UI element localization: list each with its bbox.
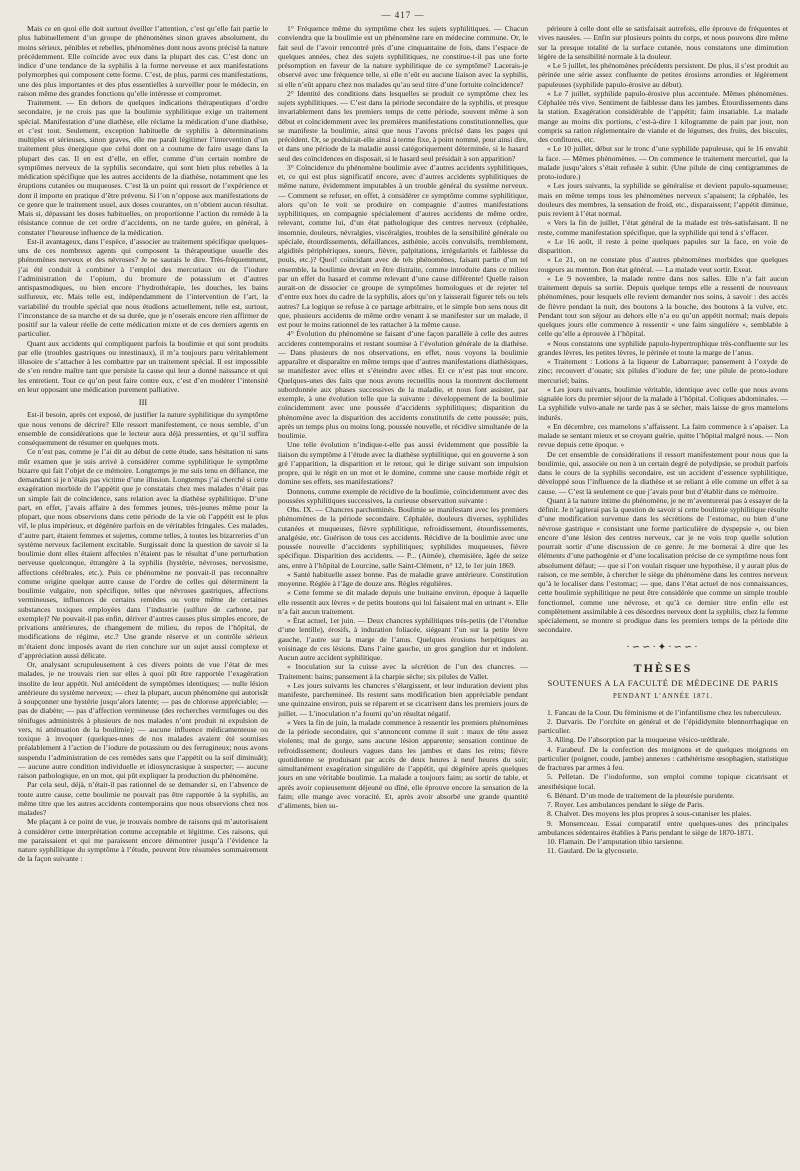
- paragraph: « Cette femme se dit malade depuis une huitaine environ, époque à laquelle elle ressentit aux lèvres « de petits boutons qui lui faisaient mal en urinant ». Elle n’a fait aucun traitement.: [278, 588, 528, 616]
- paragraph: Ce n’est pas, comme je l’ai dit au début de cette étude, sans hésitation ni sans mûr examen que je suis arrivé à considérer comme syphilitique le symptôme bizarre qui fait l’objet de ce mémoire. Longtemps je me suis tenu en défiance, me demandant si je n’étais pas victime d’une illusion. Longtemps j’ai cherché si cette exagération morbide de l’appétit que je constatais chez mes malades n’était pas un simple fait de coïncidence, sans relation avec la diathèse syphilitique. D’une part, en effet, j’avais affaire à des femmes jeunes, très-jeunes même pour la plupart, que nous observions dans cette période de la vie où l’appétit est le plus vif, le plus impérieux, et dégénère parfois en de véritables fringales. Ces malades, d’autre part, étaient femmes et sujettes, comme telles, à toutes les bizarreries d’un système nerveux facilement excitable. Surgissait donc la question de savoir si la boulimie dont elles étaient affectées n’étaient pas le résultat d’une perturbation nerveuse quelconque, étrangère à la syphilis (hystérie, névroses, nervosisme, affections cérébrales, etc.). Puis ce phénomène ne pouvait-il pas reconnaître comme origine quelque autre cause de l’ordre de celles qui déterminent la boulimie vulgaire, non spécifique, telles que névroses gastriques, affections vermineuses, influences de certains remèdes ou votre même de certaines substances toxiques employées dans l’industrie (sulfure de carbone, par exemple)? Ne pouvait-il pas enfin, dériver d’autres causes plus simples encore, de privations antérieures, de changement de milieu, du repos de l’hôpital, de modifications de régime, etc.? Une grande réserve et un contrôle sérieux m’étaient donc imposés avant de rien conclure sur un sujet aussi complexe et d’appréciation aussi délicate.: [18, 447, 268, 660]
- thesis-item: 4. Farabeuf. De la confection des moignons et de quelques moignons en particulier (poignet, coude, jambe) annexes : cathétérisme œsophagien, statistique de fractures par armes à feu.: [538, 744, 788, 772]
- section-numeral: III: [138, 397, 148, 407]
- paragraph: Quant aux accidents qui compliquent parfois la boulimie et qui sont produits par elle (troubles gastriques ou intestinaux), il m’a toujours paru véritablement illusoire de s’attacher à les combattre par un traitement spécial. Il est impossible de s’en rendre maître tant que persiste la cause qui leur a donné naissance et qui les entretient. Tout ce qu’on peut faire contre eux, c’est d’en modérer l’intensité en leur opposant une médication purement palliative.: [18, 338, 268, 394]
- theses-title: THÈSES: [633, 660, 693, 675]
- col1-paragraphs: [18, 24, 268, 394]
- col3-paragraphs: [538, 24, 788, 635]
- paragraph: « Vers la fin de juillet, l’état général de la malade est très-satisfaisant. Il ne reste, comme manifestation spécifique, que la syphilide qui tend à s’effacer.: [538, 218, 788, 237]
- paragraph: « Les jours suivants, la syphilide se généralise et devient papulo-squameuse; mais en même temps tous les phénomènes nerveux s’apaisent; la céphalée, les douleurs des membres, la sensation de froid, etc., disparaissent; l’appétit diminue, puis revient à l’état normal.: [538, 181, 788, 218]
- paragraph: « Vers la fin de juin, la malade commence à ressentir les premiers phénomènes de la période secondaire, qui s’annoncent comme il suit : maux de tête assez violents; mal de gorge, sans aucune lésion apparente; sensation continue de refroidissement; douleurs vagues dans les jambes et dans les reins; fièvre quotidienne se produisant par accès de deux heures à neuf heures du soir; simultanément exagération singulière de l’appétit, qui dégénère après quelques jours en une véritable boulimie. La malade a toujours faim; au sortir de table, et après avoir copieusement déjeuné ou dîné, elle éprouve encore la sensation de la faim; elle mange avec voracité. Et, après avoir absorbé une grande quantité d’aliments, bien su-: [278, 717, 528, 810]
- thesis-item: 8. Chalvet. Des moyens les plus propres à sous-cutaniser les plaies.: [547, 809, 752, 819]
- paragraph: « État actuel, 1er juin. — Deux chancres syphilitiques très-petits (de l’étendue d’une lentille), érosifs, à induration foliacée, siégeant l’un sur la petite lèvre gauche, l’autre sur la marge de l’anus. Quelques érosions herpétiques au voisinage de ces lésions. Dans l’aine gauche, un gros ganglion dur et indolent. Aucun autre accident syphilitique.: [278, 616, 528, 662]
- theses-period: PENDANT L’ANNÉE 1871.: [612, 693, 714, 701]
- col1-paragraphs-after: [18, 410, 268, 863]
- paragraph: 4° Évolution du phénomène se faisant d’une façon parallèle à celle des autres accidents contemporains et restant soumise à l’évolution générale de la diathèse. — Dans plusieurs de nos observations, en effet, nous voyons la boulimie apparaître et disparaître en même temps que d’autres manifestations diathésiques, se manifester avec elles et s’éteindre avec elles. Et ce n’est pas tout encore. Quelques-unes des faits que nous avons recueillis nous la montrent docilement subordonnée aux phases successives de la maladie, et nous font assister, par exemple, à une évolution telle que la suivante : développement de la boulimie coïncidemment avec une poussée d’accidents syphilitiques; disparition du phénomène avec la disparition des accidents constitutifs de cette poussée; puis, après un temps plus ou moins long, poussée nouvelle, et récidive simultanée de la boulimie.: [278, 329, 528, 440]
- paragraph: « Le 16 août, il reste à peine quelques papules sur la face, en voie de disparition.: [538, 236, 788, 255]
- paragraph: 3° Coïncidence du phénomène boulimie avec d’autres accidents syphilitiques, et, ce qui est plus significatif encore, avec d’autres accidents syphilitiques de même nature, évidemment imputables à un trouble général du système nerveux. — Comment se refuser, en effet, à considérer ce symptôme comme syphilitique, alors qu’on le voit se produire en compagnie d’autres manifestations syphilitiques, en compagnie spécialement d’autres accidents de même ordre, relevant, comme lui, d’un état pathologique des centres nerveux (céphalée, insomnie, douleurs, névralgies, viscéralgies, troubles de la sensibilité générale ou spéciale, étourdissements, défaillances, asthénie, accès convulsifs, tremblement, algidités périphériques, sueurs, fièvre, palpitations, irrégularités et faiblesse du pouls, etc.)? Quoi! coïncidant avec de tels phénomènes, faisant partie d’un tel ensemble, la boulimie devrait en être distraite, comme introduite dans ce milieu par un effet du hasard et comme relevant d’une cause différente! Quelle raison aurait-on de dissocier ce groupe de symptômes homologues et de rejeter tel d’entre eux hors du cadre de la syphilis, alors qu’on y laisserait figurer tels ou tels autres? La logique se refuse à ce partage arbitraire, et le simple bon sens nous dit que, plusieurs accidents de même ordre venant à se manifester sur un malade, il est pour le moins rationnel de les rattacher à la même cause.: [278, 162, 528, 329]
- paragraph: Quant à la nature intime du phénomène, je ne m’aventurerai pas à essayer de la définir. Je n’agiterai pas la question de savoir si cette boulimie syphilitique résulte d’une modification survenue dans les sécrétions de l’estomac, ou bien d’une névrose gastrique « consistant une forme particulière de dyspepsie », ou bien encore d’une lésion des centres nerveux, car je ne vois trop quelle solution pourrait sortir d’une discussion de ce genre. Je me bornerai à dire que les éléments d’une pathogénie et d’une localisation précise de ce symptôme nous font absolument défaut; — que si l’on voulait risquer une hypothèse, il y aurait plus de raison, ce me semble, à chercher le siège du phénomène dans les centres nerveux qu’à le localiser dans l’estomac; — que, dans l’état actuel de nos connaissances, cette boulimie syphilitique ne peut être considérée que comme un simple trouble fonctionnel, comme une névrose, et qu’à ce dernier titre enfin elle est complètement assimilable à ces désordres nerveux dont la syphilis, chez la femme spécialement, se montre si prodigue dans les premiers temps de la période dite secondaire.: [538, 495, 788, 635]
- thesis-item: 1. Fancau de la Cour. Du féminisme et de l’infantilisme chez les tuberculeux.: [547, 707, 782, 717]
- paragraph: « Santé habituelle assez bonne. Pas de maladie grave antérieure. Constitution moyenne. Réglée à l’âge de douze ans. Règles régulières.: [278, 569, 528, 588]
- paragraph: périeure à celle dont elle se satisfaisait autrefois, elle éprouve de fréquentes et vives nausées. — Enfin sur plusieurs points du corps, et nous pouvons dire même sur la presque totalité de la surface cutanée, nous constatons une diminution légère de la sensibilité normale à la douleur.: [538, 24, 788, 61]
- paragraph: « En décembre, ces mamelons s’affaissent. La faim commence à s’apaiser. La malade se sentant mieux et se croyant guérie, quitte l’hôpital malgré nous. — Non revue depuis cette époque. »: [538, 421, 788, 450]
- column-right: [538, 24, 788, 1164]
- paragraph: « Le 9 novembre, la malade rentre dans nos salles. Elle n’a fait aucun traitement depuis sa sortie. Depuis quelque temps elle a ressenti de nouveaux phénomènes, pour lesquels elle revient demander nos soins, à savoir : des accès de fièvre pendant la nuit, des boutons à la bouche, des boutons à la vulve, etc. Pendant tout son séjour au dehors elle n’a eu qu’un appétit normal; mais depuis quelques jours elle commence à ressentir « une faim singulière », semblable à celle qu’elle a éprouvée à l’hôpital.: [538, 273, 788, 339]
- col2-paragraphs: [278, 24, 528, 810]
- thesis-item: 7. Royer. Les ambulances pendant le siège de Paris.: [547, 800, 705, 809]
- paragraph: Mais ce en quoi elle doit surtout éveiller l’attention, c’est qu’elle fait partie le plus habituellement d’un groupe de phénomènes sinon graves absolument, du moins sérieux, pénibles et rebelles, phénomènes dont nous avons précisé la nature précédemment. Elle coïncide avec eux dans la plupart des cas. C’est donc un indice d’une tendance de la syphilis à la forme nerveuse et aux manifestations polymorphes qui composent cette forme. C’est, de plus, parmi ces manifestations, une des plus importantes et des plus essentielles à surveiller pour le médecin, en raison même des grandes fonctions qu’elle intéresse et compromet.: [18, 24, 268, 98]
- text-columns: [18, 24, 788, 1164]
- paragraph: 2° Identité des conditions dans lesquelles se produit ce symptôme chez les sujets syphilitiques. — C’est dans la période secondaire de la syphilis, et presque invariablement dans les premiers temps de cette période, souvent même à son début et coïncidemment avec les premières manifestations constitutionnelles, que se manifeste la boulimie, ainsi que nous l’avons précisé dans les pages qui précèdent. Or, se produirait-elle ainsi à terme fixe, à point nommé, pour ainsi dire, et dans une période de la maladie aussi catégoriquement déterminée, si le hasard seul des coïncidences en disposait, si le hasard seul présidait à son apparition?: [278, 88, 528, 163]
- thesis-item: 9. Monsenceau. Essai comparatif entre quelques-unes des principales ambulances sédentaires établies à Paris pendant le siège de 1870-1871.: [538, 818, 788, 837]
- thesis-item: 5. Pelletan. De l’iodoforme, son emploi comme topique cicatrisant et anesthésique local.: [538, 772, 788, 791]
- paragraph: 1° Fréquence même du symptôme chez les sujets syphilitiques. — Chacun conviendra que la boulimie est un phénomène rare en médecine commune. Or, le fait seul de l’avoir rencontré près d’une cinquantaine de fois, dans l’espace de quelques années, chez des sujets syphilitiques, ne constitue-t-il pas une forte présomption en faveur de la nature syphilitique de ce symptôme? Lacerais-je observé avec une fréquence telle, si elle n’eût eu aucune liaison avec la syphilis, si elle n’eût apparu chez nos malades qu’au seul titre d’une fortuite coïncidence?: [278, 24, 528, 89]
- thesis-item: 3. Alling. De l’absorption par la muqueuse vésico-uréthrale.: [547, 735, 730, 745]
- paragraph: « Le 10 juillet, début sur le tronc d’une syphilide papuleuse, qui le 16 envahit la face. — Mêmes phénomènes. — On commence le traitement mercuriel, que la malade jusqu’alors s’était refusée à subir. (Une pilule de cinq centigrammes de proto-iodure.): [538, 144, 788, 181]
- paragraph: Par cela seul, déjà, n’était-il pas rationnel de se demander si, en l’absence de toute autre cause, cette boulimie ne pouvait pas être rapportée à la syphilis, au même titre que les autres accidents contemporains que nous observions chez nos malades?: [18, 780, 268, 817]
- paragraph: Est-il besoin, après cet exposé, de justifier la nature syphilitique du symptôme que nous venons de décrire? Elle ressort manifestement, ce nous semble, d’un ensemble de considérations que le lecteur aura déjà pressenties, et qu’il suffira conséquemment de résumer en quelques mots.: [18, 410, 268, 447]
- column-middle: [278, 24, 528, 1164]
- paragraph: « Le 7 juillet, syphilide papulo-érosive plus accentuée. Mêmes phénomènes. Céphalée très vive. Sentiment de faiblesse dans les jambes. Étourdissements dans la station. Exagération considérable de l’appétit; faim insatiable. La malade mange au moins dix portions, c’est-à-dire 1 kilogramme de pain par jour, non compris sa ration réglementaire de viande et de légumes, des fruits, des biscuits, des confitures, etc.: [538, 88, 788, 144]
- paragraph: Une telle évolution n’indique-t-elle pas aussi évidemment que possible la liaison du symptôme à l’étude avec la diathèse syphilitique, qui en gouverne à son gré l’apparition, la disparition et le retour, qui le dirige suivant son impulsion propre, qui le régit en un mot et le domine, comme une cause morbide régit et domine ses effets, ses manifestations?: [278, 440, 528, 487]
- paragraph: Est-il avantageux, dans l’espèce, d’associer au traitement spécifique quelques-uns de ces nombreux agents qui composent la thérapeutique usuelle des phénomènes nerveux et des névroses? Je ne saurais le dire. Très-fréquemment, j’ai été conduit à combiner à l’emploi des mercuriaux ou de l’iodure l’administration de l’opium, du bromure de potassium et d’autres antispasmodiques, ou bien encore l’hydrothérapie, les douches, les bains sulfureux, etc. Mais telle est, indépendamment de l’intervention de l’art, la variabilité du trouble spécial que nous étudions actuellement, telle est, surtout, l’inconstance de sa marche et de sa durée, que je n’oserais encore rien affirmer de positif sur la valeur réelle de cette médication mixte et de ces derniers agents en particulier.: [18, 236, 268, 339]
- paragraph: « Les jours suivants, boulimie véritable, identique avec celle que nous avons signalée lors du premier séjour de la malade à l’hôpital. Coliques abdominales. — La syphilide vulvo-anale ne tarde pas à se sécher, mais laisse de gros mamelons indurés.: [538, 384, 788, 422]
- paragraph: « Le 21, on ne constate plus d’autres phénomènes morbides que quelques rougeurs au menton. Bon état général. — La malade veut sortir. Exeat.: [538, 255, 788, 274]
- paragraph: « Traitement : Lotions à la liqueur de Labarraque; pansement à l’oxyde de zinc; recouvert d’ouate; six pilules d’iodure de fer; une pilule de proto-iodure mercuriel; bains.: [538, 357, 788, 385]
- ornament-divider: ·∽∽·✦·∽∽·: [626, 641, 700, 653]
- page-number: — 417 —: [381, 10, 425, 20]
- column-left: [18, 24, 268, 1164]
- paragraph: Donnons, comme exemple de récidive de la boulimie, coïncidemment avec des poussées syphilitiques successives, la curieuse observation suivante :: [278, 486, 528, 505]
- paragraph: Me plaçant à ce point de vue, je trouvais nombre de raisons qui m’autorisaient à considérer cette interprétation comme acceptable et légitime. Ces raisons, qui me paraissaient et qui me paraissent encore démontrer jusqu’à l’évidence la nature syphilitique du symptôme à l’étude, peuvent être résumées sommairement de la façon suivante :: [18, 817, 268, 864]
- theses-subtitle: SOUTENUES A LA FACULTÉ DE MÉDECINE DE PARIS: [547, 678, 779, 688]
- thesis-item: 10. Flamain. De l’amputation tibio tarsienne.: [547, 837, 684, 846]
- paragraph: Obs. IX. — Chancres parcheminés. Boulimie se manifestant avec les premiers phénomènes de la période secondaire. Céphalée, douleurs diverses, syphilides cutanées et muqueuses, fièvre syphilitique, refroidissement, étourdissements, analgésie, etc. Guérison de tous ces accidents. Récidive de la boulimie avec une poussée nouvelle d’accidents syphilitiques; syphilides muqueuses, fièvre spécifique. Disparition des accidents. — P... (Aimée), chemisière, âgée de seize ans, entre à l’hôpital de Lourcine, salle Saint-Clément, n° 12, le 1er juin 1869.: [278, 505, 528, 570]
- thesis-item: 11. Gaulard. De la glycosurie.: [547, 846, 639, 856]
- thesis-list: [538, 708, 788, 856]
- paragraph: « Inoculation sur la cuisse avec la sécrétion de l’un des chancres. — Traitement: bains; pansement à la charpie sèche; six pilules de Vallet.: [278, 662, 528, 681]
- paragraph: « Nous constatons une syphilide papulo-hypertrophique très-confluente sur les grandes lèvres, les petites lèvres, le périnée et toute la marge de l’anus.: [538, 338, 788, 357]
- paragraph: Traitement. — En dehors de quelques indications thérapeutiques d’ordre secondaire, je ne crois pas que la boulimie syphilitique exige un traitement spécial. Manifestation d’une diathèse, elle réclame la médication d’une diathèse, et c’est tout. Seulement, exception habituelle de syphilis à déterminations multiples et sérieuses, sinon graves, elle me paraît légitimer l’intervention d’un traitement plus énergique que celui dont on a coutume de faire usage dans la plupart des cas. Il en est d’elle, en effet, comme d’un certain nombre de symptômes nerveux de la syphilis secondaire, qui sont bien plus rebelles à la médication spécifique que les autres accidents de la diathèse, notamment que les éruptions cutanées ou muqueuses. C’est là un point qui ressort de l’expérience et dont il importe en pratique d’être prévenu. Si l’on n’oppose aux manifestations de ce genre que le traitement usuel, aux doses courantes, on n’obtient aucun résultat. Mais si, dépassant les doses habituelles, on proportionne l’action du remède à la résistance connue de cet ordre d’accidents, on ne tarde guère, en général, à constater l’heureuse influence de la médication.: [18, 98, 268, 237]
- paragraph: De cet ensemble de considérations il ressort manifestement pour nous que la boulimie, qui, associée ou non à un certain degré de polydipsie, se produit parfois dans le cours de la syphilis secondaire, est un accident d’essence syphilitique, développé sous l’influence de la diathèse et se reliant à elle comme un effet à sa cause. — C’est là seulement ce que j’avais pour but d’établir dans ce mémoire.: [538, 449, 788, 496]
- paragraph: « Les jours suivants les chancres s’élargissent, et leur induration devient plus manifeste, parchemineé. Ils restent sans modification bien appréciable pendant une quinzaine environ, puis se réparent et se cicatrisent dans les premiers jours de juillet. — L’inoculation n’a fourni qu’un résultat négatif.: [278, 680, 528, 718]
- paragraph: « Le 5 juillet, les phénomènes précédents persistent. De plus, il s’est produit au périnée une série assez confluente de petites érosions arrondies et légèrement papuleuses (syphilide papulo-érosive au début).: [538, 61, 788, 89]
- paragraph: Or, analysant scrupuleusement à ces divers points de vue l’état de mes malades, je ne trouvais rien sur elles à quoi pût être rapportée l’exagération insolite de leur appétit. Nul antécédent de symptômes identiques; — nulle lésion antérieure du système nerveux; — chez la plupart, aucun phénomène qui autorisât à soupçonner une hystérie jusqu’alors latente; — pas de chlorose appréciable; — pas de diabète; — pas d’affection vermineuse (des recherches vermifuges ou des ténifuges administrés à plusieurs de nos malades n’ont produit ni expulsion de vers, ni atténuation de la boulimie); — aucune influence médicamenteuse ou toxique à invoquer (quelques-unes de nos malades avaient été soumises préalablement à l’action de l’iodure de potassium ou des ferrugineux; nous avons suspendu l’administration de ces remèdes sans que l’appétit ou la soif diminuât); — aucune autre condition individuelle et idiosyncrasique à suspecter; — aucune raison pathologique, en un mot, qui pût expliquer la production du phénomène.: [18, 660, 268, 780]
- thesis-item: 6. Bénard. D’un mode de traitement de la pleurésie purulente.: [547, 790, 735, 800]
- thesis-item: 2. Darvaris. De l’orchite en général et de l’épididymite blennorrhagique en particulier.: [538, 716, 788, 735]
